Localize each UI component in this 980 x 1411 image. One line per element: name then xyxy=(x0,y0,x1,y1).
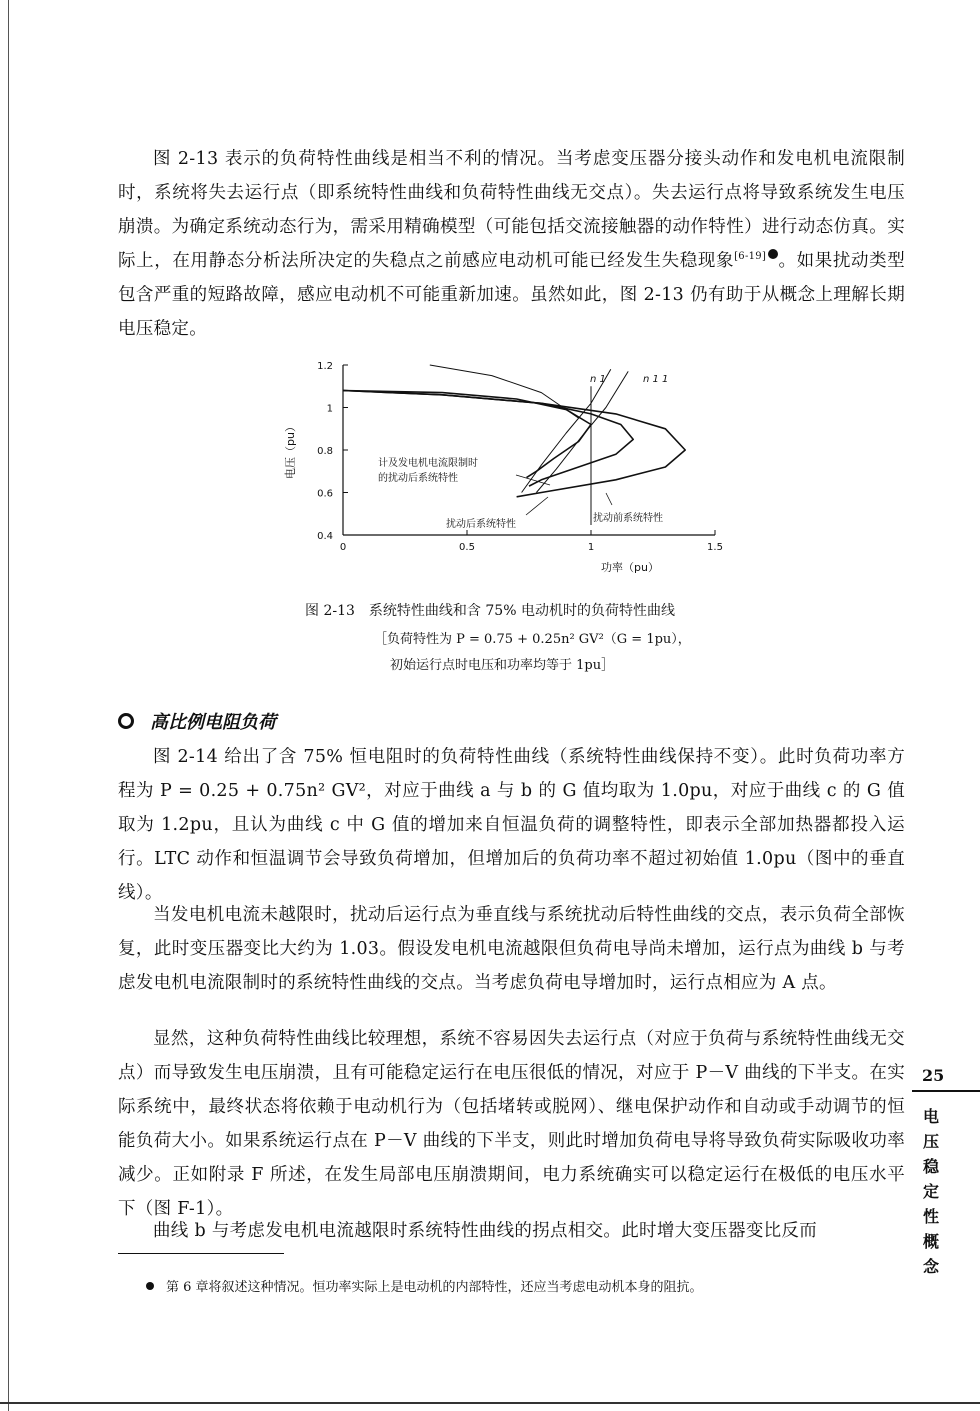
footnote-marker-icon xyxy=(768,249,778,259)
series-line-5 xyxy=(430,365,579,418)
series-line-4 xyxy=(536,371,628,492)
label-n1: n 1 xyxy=(590,374,606,385)
x-tick-label-0: 0 xyxy=(339,542,347,553)
x-axis-label: 功率（pu） xyxy=(601,561,659,574)
label-n11: n 1 1 xyxy=(643,374,669,385)
paragraph-5: 曲线 b 与考虑发电机电流越限时系统特性曲线的拐点相交。此时增大变压器变比反而 xyxy=(153,1221,818,1241)
page-left-edge xyxy=(8,0,9,1411)
figure-caption-line2: ［负荷特性为 P = 0.75 + 0.25n² GV²（G = 1pu）， xyxy=(374,632,691,647)
y-tick-label-0: 0.4 xyxy=(317,531,333,542)
paragraph-1 xyxy=(118,142,905,346)
paragraph-1-tail: 。如果扰动类型包含严重的短路故障，感应电动机不可能重新加速。虽然如此，图 2-13 仍有助于从概念上理解长期电压稳定。 xyxy=(118,251,905,339)
footnote-dot-icon xyxy=(146,1282,154,1290)
footnote-rule xyxy=(118,1253,284,1254)
figure-caption-line3: 初始运行点时电压和功率均等于 1pu］ xyxy=(390,658,615,673)
x-tick-label-1: 0.5 xyxy=(459,542,475,553)
paragraph-4: 显然，这种负荷特性曲线比较理想，系统不容易因失去运行点（对应于负荷与系统特性曲线无交点）而导致发生电压崩溃，且有可能稳定运行在电压很低的情况，对应于 P－V 曲线的下半支。在实际系统中，最终状态将依赖于电动机行为（包括堵转或脱网）、继电保护动作和自动或手动调节的恒能负荷大小。如果系统运行点在 P－V 曲线的下半支，则此时增加负荷电导将导致负荷实际吸收功率减少。正如附录 F 所述，在发生局部电压崩溃期间，电力系统确实可以稳定运行在极低的电压水平下（图 F-1）。 xyxy=(118,1029,905,1219)
label-gen-limit-line2: 的扰动后系统特性 xyxy=(378,473,458,484)
paragraph-3: 当发电机电流未越限时，扰动后运行点为垂直线与系统扰动后特性曲线的交点，表示负荷全部恢复，此时变压器变比大约为 1.03。假设发电机电流越限但负荷电导尚未增加，运行点为曲线 b 与考虑发电机电流限制时的系统特性曲线的交点。当考虑负荷电导增加时，运行点相应为 A 点。 xyxy=(118,905,905,993)
y-axis-label: 电压（pu） xyxy=(284,421,297,479)
leader-post xyxy=(526,497,548,515)
paragraph-2: 图 2-14 给出了含 75% 恒电阻时的负荷特性曲线（系统特性曲线保持不变）。此时负荷功率方程为 P = 0.25 + 0.75n² GV²，对应于曲线 a 与 b 的 G 值均取为 1.0pu，对应于曲线 c 的 G 值取为 1.2pu，且认为曲线 c 中 G 值的增加来自恒温负荷的调整特性，即表示全部加热器都投入运行。LTC 动作和恒温调节会导致负荷增加，但增加后的负荷功率不超过初始值 1.0pu（图中的垂直线）。 xyxy=(118,747,905,903)
x-tick-label-3: 1.5 xyxy=(707,542,723,553)
bullet-icon xyxy=(118,713,134,729)
paragraph-1-text: 图 2-13 表示的负荷特性曲线是相当不利的情况。当考虑变压器分接头动作和发电机电流限制时，系统将失去运行点（即系统特性曲线和负荷特性曲线无交点）。失去运行点将导致系统发生电压崩溃。为确定系统动态行为，需采用精确模型（可能包括交流接触器的动作特性）进行动态仿真。实际上，在用静态分析法所决定的失稳点之前感应电动机可能已经发生失稳现象 xyxy=(118,149,905,271)
series-line-3 xyxy=(522,369,611,492)
footnote-text: 第 6 章将叙述这种情况。恒功率实际上是电动机的内部特性，还应当考虑电动机本身的阻抗。 xyxy=(166,1280,703,1295)
side-chapter-title: 电压稳定性概念 xyxy=(922,1107,939,1276)
chart-svg xyxy=(280,355,740,595)
page-number: 25 xyxy=(922,1066,945,1085)
y-tick-label-1: 0.6 xyxy=(317,488,333,500)
x-tick-label-2: 1 xyxy=(587,542,595,553)
section-title: 高比例电阻负荷 xyxy=(150,712,276,733)
page-bottom-edge xyxy=(0,1402,980,1404)
y-tick-label-2: 0.8 xyxy=(317,446,333,457)
leader-pre xyxy=(606,493,612,505)
footnote xyxy=(146,1276,703,1295)
page-number-rule xyxy=(912,1090,980,1092)
label-pre-disturbance: 扰动前系统特性 xyxy=(593,513,663,524)
figure-2-13 xyxy=(280,355,740,595)
label-post-disturbance: 扰动后系统特性 xyxy=(446,519,516,530)
section-heading xyxy=(118,708,276,734)
y-tick-label-4: 1.2 xyxy=(317,361,333,372)
label-gen-limit-line1: 计及发电机电流限制时 xyxy=(378,458,478,469)
figure-caption: 图 2-13 系统特性曲线和含 75% 电动机时的负荷特性曲线 xyxy=(305,603,675,619)
citation-ref: [6-19] xyxy=(734,251,767,263)
y-tick-label-3: 1 xyxy=(326,403,333,415)
